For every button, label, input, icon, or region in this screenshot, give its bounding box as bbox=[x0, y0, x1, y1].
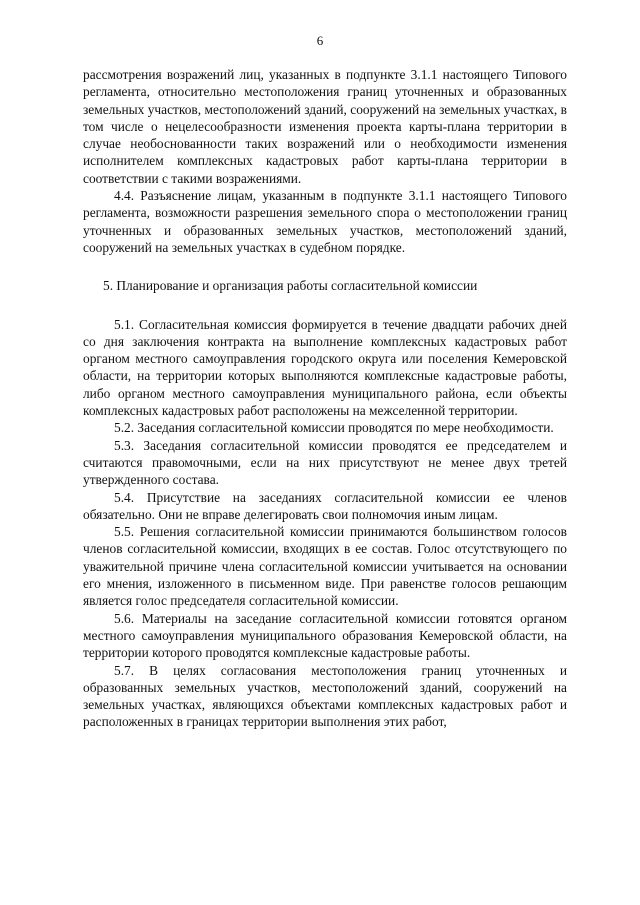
paragraph-continuation: рассмотрения возражений лиц, указанных в подпункте 3.1.1 настоящего Типового регламента, относительно местоположения границ уточненных и образованных земельных участков, местоположений зданий, сооружений на земельных участках, в том числе о нецелесообразности изменения проекта карты-плана территории в случае необоснованности таких возражений или о необходимости изменения исполнителем комплексных кадастровых работ карты-плана территории в соответствии с такими возражениями. bbox=[83, 67, 567, 186]
paragraph-5-2: 5.2. Заседания согласительной комиссии проводятся по мере необходимости. bbox=[114, 420, 554, 436]
page-number: 6 bbox=[316, 33, 324, 48]
section-heading: 5. Планирование и организация работы согласительной комиссии bbox=[103, 278, 478, 294]
paragraph-5-7: 5.7. В целях согласования местоположения границ уточненных и образованных земельных участков, местоположений зданий, сооружений на земельных участках, являющихся объектами комплексных кадастровых работ и расположенных в границах территории выполнения этих работ, bbox=[83, 662, 567, 730]
paragraph-5-1: 5.1. Согласительная комиссия формируется в течение двадцати рабочих дней со дня заключения контракта на выполнение комплексных кадастровых работ органом местного самоуправления городского округа или поселения Кемеровской области, на территории которых выполняются комплексные кадастровые работы, либо органом местного самоуправления муниципального района, если объекты комплексных кадастровых работ расположены на межселенной территории. bbox=[83, 316, 567, 419]
document-body bbox=[83, 66, 567, 731]
paragraph-5-5: 5.5. Решения согласительной комиссии принимаются большинством голосов членов согласительной комиссии, входящих в ее состав. Голос отсутствующего по уважительной причине члена согласительной комиссии учитывается на основании его мнения, изложенного в письменном виде. При равенстве голосов решающим является голос председателя согласительной комиссии. bbox=[83, 524, 567, 609]
paragraph-5-3: 5.3. Заседания согласительной комиссии проводятся ее председателем и считаются правомочными, если на них присутствуют не менее двух третей утвержденного состава. bbox=[83, 437, 567, 488]
paragraph-5-4: 5.4. Присутствие на заседаниях согласительной комиссии ее членов обязательно. Они не вправе делегировать свои полномочия иным лицам. bbox=[83, 489, 567, 522]
paragraph-4-4: 4.4. Разъяснение лицам, указанным в подпункте 3.1.1 настоящего Типового регламента, возможности разрешения земельного спора о местоположении границ уточненных и образованных земельных участков, местоположений зданий, сооружений на земельных участках в судебном порядке. bbox=[83, 188, 567, 255]
paragraph-5-6: 5.6. Материалы на заседание согласительной комиссии готовятся органом местного самоуправления муниципального образования Кемеровской области, на территории которого проводятся комплексные кадастровые работы. bbox=[83, 610, 567, 661]
